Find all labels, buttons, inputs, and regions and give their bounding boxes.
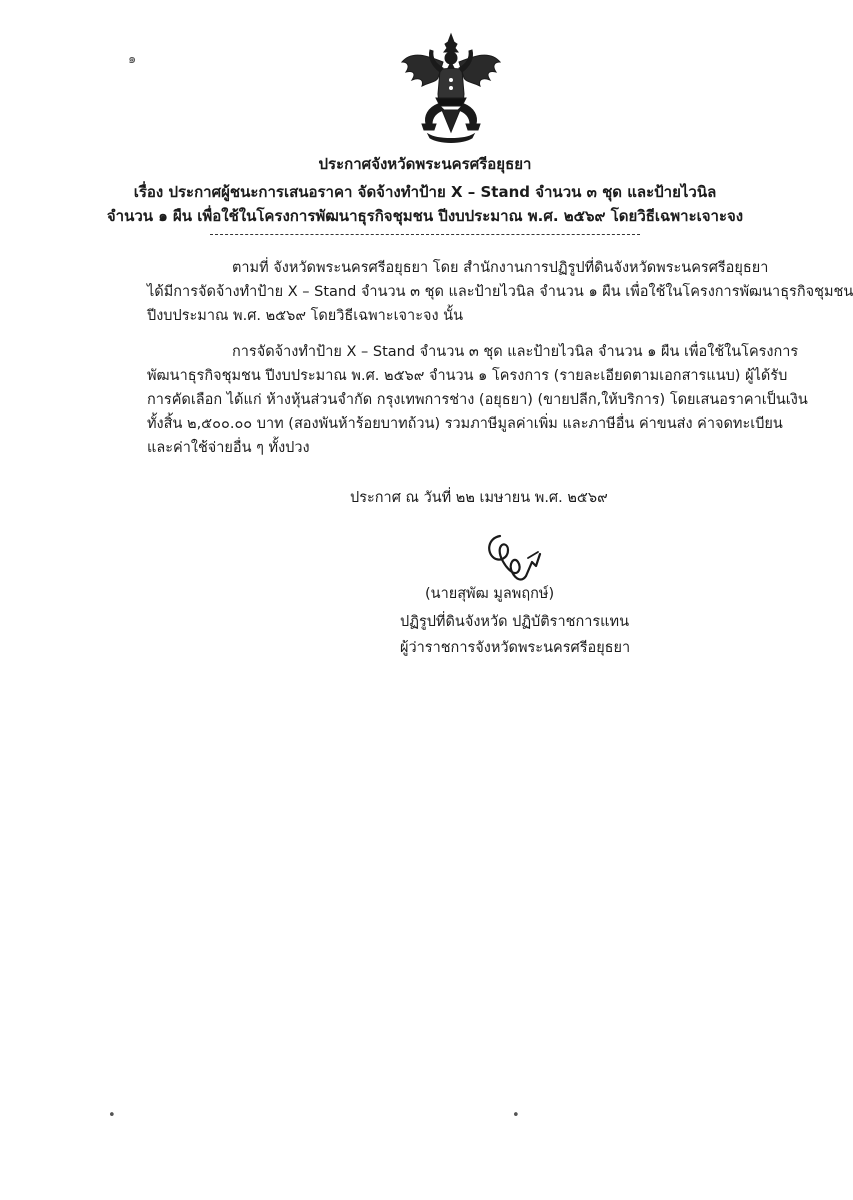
page-number-mark: ๑ xyxy=(128,52,137,67)
paragraph-1-line: ได้มีการจัดจ้างทำป้าย X – Stand จำนวน ๓ ชุด และป้ายไวนิล จำนวน ๑ ผืน เพื่อใช้ในโครงการพัฒนาธุรกิจชุมชน xyxy=(147,284,853,300)
announcement-date: ประกาศ ณ วันที่ ๒๒ เมษายน พ.ศ. ๒๕๖๙ xyxy=(350,490,608,506)
title-divider xyxy=(210,234,640,235)
handwritten-signature xyxy=(478,528,548,590)
signatory-position-2: ผู้ว่าราชการจังหวัดพระนครศรีอยุธยา xyxy=(400,640,631,656)
paragraph-2-line: และค่าใช้จ่ายอื่น ๆ ทั้งปวง xyxy=(147,440,310,456)
document-subject-line-2: จำนวน ๑ ผืน เพื่อใช้ในโครงการพัฒนาธุรกิจชุมชน ปีงบประมาณ พ.ศ. ๒๕๖๙ โดยวิธีเฉพาะเจาะจง xyxy=(106,207,744,225)
signatory-name: (นายสุพัฒ มูลพฤกษ์) xyxy=(425,586,555,602)
signatory-position-1: ปฏิรูปที่ดินจังหวัด ปฏิบัติราชการแทน xyxy=(400,614,629,630)
paragraph-2-line: การจัดจ้างทำป้าย X – Stand จำนวน ๓ ชุด และป้ายไวนิล จำนวน ๑ ผืน เพื่อใช้ในโครงการ xyxy=(232,344,799,360)
scan-dot-mark: • xyxy=(108,1108,116,1123)
document-title: ประกาศจังหวัดพระนครศรีอยุธยา xyxy=(318,155,532,173)
scan-dot-mark: • xyxy=(512,1108,520,1123)
document-subject-line-1: เรื่อง ประกาศผู้ชนะการเสนอราคา จัดจ้างทำป้าย X – Stand จำนวน ๓ ชุด และป้ายไวนิล xyxy=(133,183,717,201)
paragraph-1-line: ตามที่ จังหวัดพระนครศรีอยุธยา โดย สำนักงานการปฏิรูปที่ดินจังหวัดพระนครศรีอยุธยา xyxy=(232,260,769,276)
paragraph-2-line: พัฒนาธุรกิจชุมชน ปีงบประมาณ พ.ศ. ๒๕๖๙ จำนวน ๑ โครงการ (รายละเอียดตามเอกสารแนบ) ผู้ได้รับ xyxy=(147,368,788,384)
paragraph-2-line: ทั้งสิ้น ๒,๕๐๐.๐๐ บาท (สองพันห้าร้อยบาทถ้วน) รวมภาษีมูลค่าเพิ่ม และภาษีอื่น ค่าขนส่ง ค่าจดทะเบียน xyxy=(147,416,783,432)
paragraph-2-line: การคัดเลือก ได้แก่ ห้างหุ้นส่วนจำกัด กรุงเทพการช่าง (อยุธยา) (ขายปลีก,ให้บริการ) โดยเสนอราคาเป็นเงิน xyxy=(147,392,808,408)
paragraph-1-line: ปีงบประมาณ พ.ศ. ๒๕๖๙ โดยวิธีเฉพาะเจาะจง นั้น xyxy=(147,308,463,324)
garuda-emblem-icon xyxy=(398,32,504,144)
